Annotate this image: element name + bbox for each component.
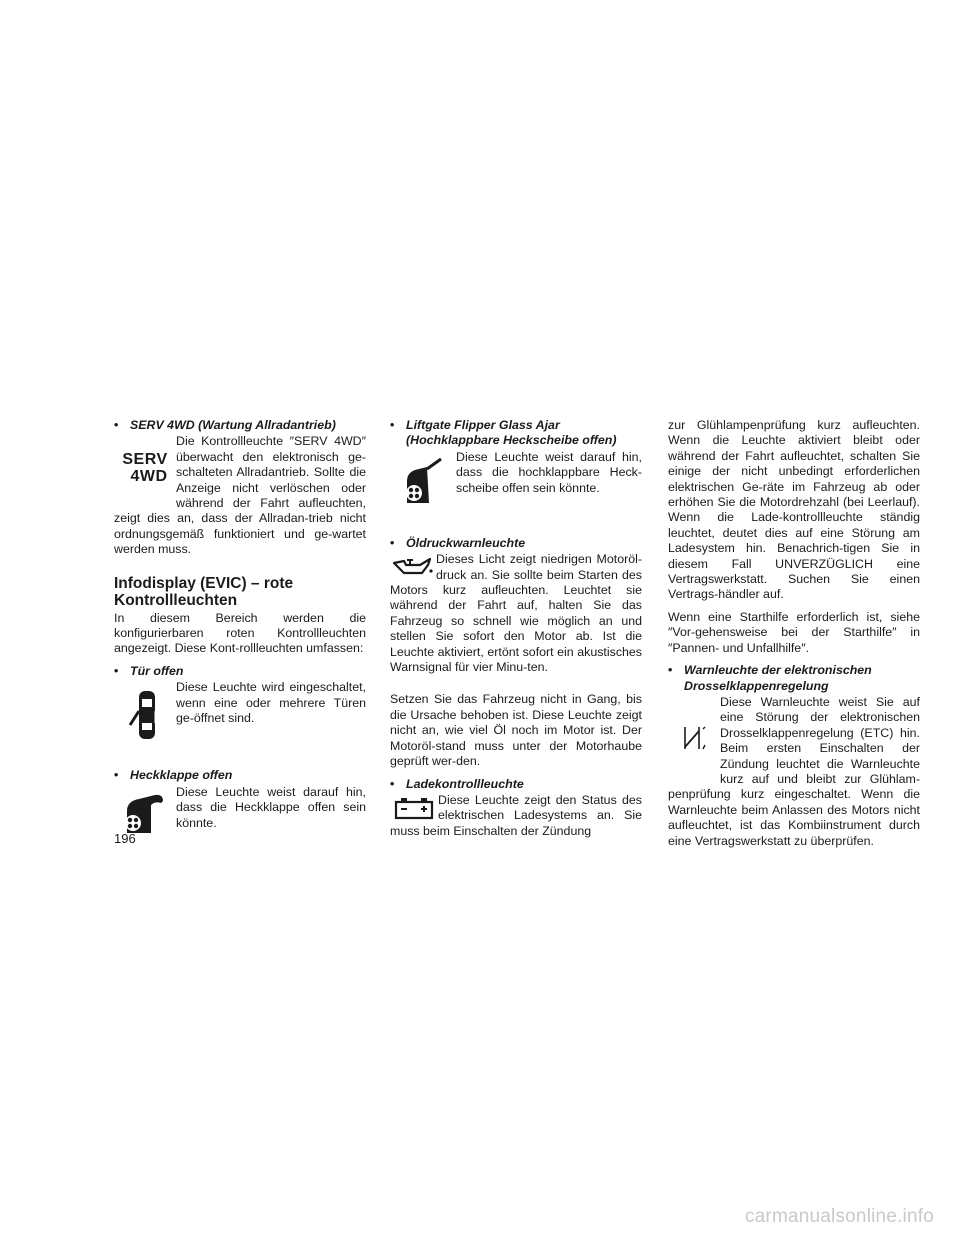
flipper-glass-text: Diese Leuchte weist darauf hin, dass die hochklappbare Heck-scheibe offen sein könnte. [456,449,642,495]
battery-icon [390,793,438,823]
serv-4wd-text: Die Kontrollleuchte ″SERV 4WD″ überwacht den elektronisch ge-schalteten Allradantrieb. Sollte die Anzeige nicht verlöschen oder während der Fahrt aufleuchten, zeigt dies an, dass der Allradan-trieb nicht ordnungsgemäß funktioniert und ge-wartet werden muss. [114,434,366,557]
serv-4wd-title: • SERV 4WD (Wartung Allradantrieb) [114,418,336,432]
charge-text: Diese Leuchte zeigt den Status des elektrischen Ladesystems an. Sie muss beim Einschalten der Zündung [390,792,642,838]
serv-4wd-item [114,418,366,565]
throttle-control-title: • Warnleuchte der elektronischen Drosselklappenregelung [668,663,872,693]
liftgate-open-item [114,768,366,844]
throttle-control-item [668,663,920,856]
oil-pressure-text: Dieses Licht zeigt niedrigen Motoröl-druck an. Sie sollte beim Starten des Motors kurz aufleuchten. Leuchtet sie während der Fahrt auf, halten Sie das Fahrzeug so schnell wie möglich an und stellen Sie sofort den Motor ab. Ist die Leuchte aktiviert, ertönt sofort ein akustisches Warnsignal für vier Minu-ten. [390,552,642,675]
liftgate-open-text: Diese Leuchte weist darauf hin, dass die Heckklappe offen sein könnte. [176,784,366,830]
charge-continuation: zur Glühlampenprüfung kurz aufleuchten. Wenn die Leuchte aktiviert bleibt oder während der Fahrt aufleuchtet, schalten Sie einige der nicht unbedingt erforderlichen elektrischen Ge-räte im Fahrzeug ab oder erhöhen Sie die Motordrehzahl (bei Leerlauf). Wenn die Lade-kontrollleuchte ständig leuchtet, deutet dies auf eine Störung am Ladesystem hin. Benachrich-tigen Sie in diesem Fall UNVERZÜGLICH eine Vertragswerkstatt. Suchen Sie einen Vertrags-händler auf. [668,418,920,602]
charge-item [390,777,642,847]
charge-title: • Ladekontrollleuchte [390,776,524,791]
flipper-glass-title: • Liftgate Flipper Glass Ajar (Hochklappbare Heckscheibe offen) [390,418,617,448]
oil-pressure-icon [390,552,436,580]
section-intro: In diesem Bereich werden die konfigurierbaren roten Kontrollleuchten angezeigt. Diese Kont-rollleuchten umfassen: [114,610,366,656]
page-number: 196 [114,831,136,846]
column-2 [390,418,642,856]
jump-start-reference: Wenn eine Starthilfe erforderlich ist, siehe ″Vor-gehensweise bei der Starthilfe″ in ″Pannen- und Unfallhilfe″. [668,609,920,655]
flipper-glass-icon [390,450,456,516]
door-open-text: Diese Leuchte wird eingeschaltet, wenn eine oder mehrere Türen ge-öffnet sind. [176,680,366,726]
column-3 [668,418,920,866]
column-1 [114,418,366,855]
oil-pressure-title: • Öldruckwarnleuchte [390,535,526,550]
serv-4wd-icon: SERV 4WD [122,451,168,486]
door-open-title: • Tür offen [114,663,184,678]
door-open-item [114,664,366,750]
liftgate-open-title: • Heckklappe offen [114,768,233,783]
section-title: Infodisplay (EVIC) – rote Kontrollleuchten [114,574,294,609]
flipper-glass-item [390,418,642,516]
watermark: carmanualsonline.info [744,1206,934,1227]
door-open-icon [114,680,176,750]
oil-pressure-paragraph-2: Setzen Sie das Fahrzeug nicht in Gang, bis die Ursache behoben ist. Diese Leuchte zeigt nicht an, wie viel Öl noch im Motor ist. Der Motoröl-stand muss unter der Motorhaube geprüft wer-den. [390,692,642,769]
oil-pressure-item [390,536,642,683]
throttle-control-icon [668,695,720,781]
throttle-control-text: Diese Warnleuchte weist Sie auf eine Störung der elektronischen Drosselklappenregelung (ETC) hin. Beim ersten Einschalten der Zündung leuchtet die Warnleuchte kurz auf und bleibt zur Glühlam-penprüfung kurz eingeschaltet. Wenn die Warnleuchte beim Anlassen des Motors nicht aufleuchtet, ist das Kombiinstrument durch eine Vertragswerkstatt zu überprüfen. [668,694,920,848]
